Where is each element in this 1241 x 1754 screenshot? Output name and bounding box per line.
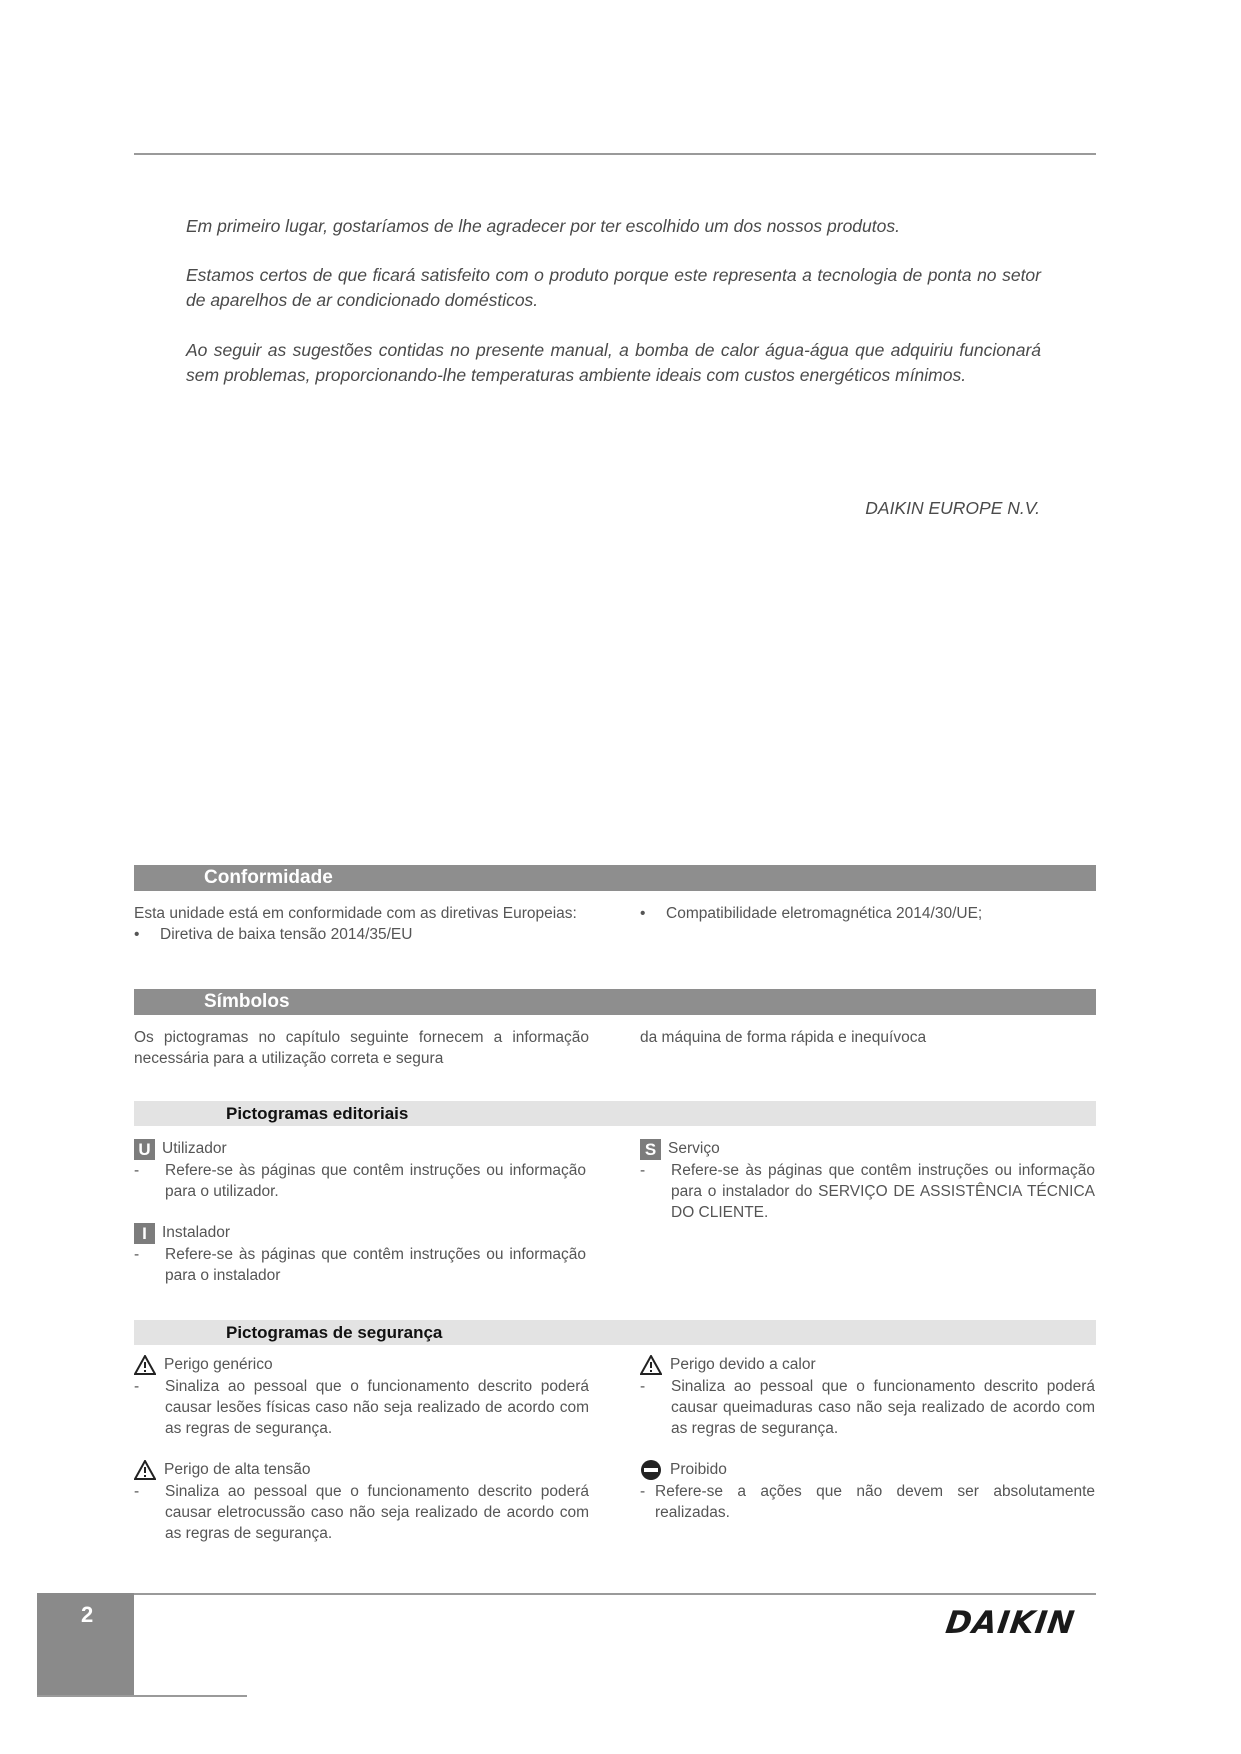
daikin-logo: DAIKIN bbox=[943, 1605, 1078, 1641]
pictogram-description: Sinaliza ao pessoal que o funcionamento descrito poderá causar eletrocussão caso não seja realizado de acordo com as regras de segurança. bbox=[165, 1483, 589, 1542]
section-title: Símbolos bbox=[204, 991, 290, 1012]
subsection-title: Pictogramas de segurança bbox=[226, 1323, 443, 1342]
pictogram-description: Refere-se às páginas que contêm instruções ou informação para o utilizador. bbox=[165, 1162, 586, 1200]
pictogram-label: Perigo genérico bbox=[164, 1356, 273, 1373]
conformidade-left bbox=[134, 903, 589, 945]
pictogram-label: Utilizador bbox=[162, 1140, 227, 1157]
pictogram-perigo-generico: Perigo genérico - Sinaliza ao pessoal que o funcionamento descrito poderá causar lesões físicas caso não seja realizado de acordo com as regras de segurança. bbox=[134, 1356, 589, 1437]
conformidade-right bbox=[640, 903, 1095, 924]
section-header-simbolos bbox=[134, 989, 1096, 1015]
simbolos-text-left: Os pictogramas no capítulo seguinte fornecem a informação necessária para a utilização correta e segura bbox=[134, 1029, 589, 1067]
warning-triangle-icon bbox=[134, 1355, 156, 1375]
top-divider bbox=[134, 153, 1096, 155]
signature: DAIKIN EUROPE N.V. bbox=[865, 498, 1040, 518]
warning-triangle-icon bbox=[640, 1355, 662, 1375]
pictogram-description: Refere-se às páginas que contêm instruções ou informação para o instalador bbox=[165, 1246, 586, 1284]
bullet-text: Diretiva de baixa tensão 2014/35/EU bbox=[160, 926, 413, 943]
section-header-conformidade bbox=[134, 865, 1096, 891]
installer-badge-icon: I bbox=[134, 1223, 155, 1244]
conformidade-text: Esta unidade está em conformidade com as diretivas Europeias: bbox=[134, 905, 577, 922]
simbolos-text-right: da máquina de forma rápida e inequívoca bbox=[640, 1029, 927, 1046]
page-number: 2 bbox=[81, 1602, 94, 1627]
intro-paragraph-2: Estamos certos de que ficará satisfeito com o produto porque este representa a tecnologia de ponta no setor de aparelhos de ar condicionado domésticos. bbox=[186, 265, 1041, 310]
bullet-icon: • bbox=[640, 905, 646, 922]
subsection-header-seguranca bbox=[134, 1320, 1096, 1345]
pictogram-label: Instalador bbox=[162, 1224, 231, 1241]
user-badge-icon: U bbox=[134, 1139, 155, 1160]
pictogram-servico: S Serviço - Refere-se às páginas que contêm instruções ou informação para o instalador do SERVIÇO DE ASSISTÊNCIA TÉCNICA DO CLIENTE. bbox=[640, 1139, 1095, 1221]
intro-paragraph-3: Ao seguir as sugestões contidas no presente manual, a bomba de calor água-água que adquiriu funcionará sem problemas, proporcionando-lhe temperaturas ambiente ideais com custos energéticos mínimos. bbox=[186, 340, 1041, 385]
pictogram-perigo-calor: Perigo devido a calor - Sinaliza ao pessoal que o funcionamento descrito poderá causar queimaduras caso não seja realizado de acordo com as regras de segurança. bbox=[640, 1356, 1095, 1437]
pictogram-label: Perigo de alta tensão bbox=[164, 1461, 311, 1478]
pictogram-description: Refere-se às páginas que contêm instruções ou informação para o instalador do SERVIÇO DE ASSISTÊNCIA TÉCNICA DO CLIENTE. bbox=[671, 1162, 1095, 1221]
pictogram-proibido: Proibido - Refere-se a ações que não devem ser absolutamente realizadas. bbox=[640, 1461, 1095, 1521]
subsection-title: Pictogramas editoriais bbox=[226, 1104, 409, 1123]
footer-divider bbox=[37, 1695, 247, 1697]
pictogram-label: Proibido bbox=[670, 1461, 727, 1478]
pictogram-description: Refere-se a ações que não devem ser absolutamente realizadas. bbox=[655, 1483, 1095, 1521]
pictogram-utilizador: U Utilizador - Refere-se às páginas que contêm instruções ou informação para o utilizador. bbox=[134, 1139, 586, 1200]
pictogram-perigo-alta-tensao: Perigo de alta tensão - Sinaliza ao pessoal que o funcionamento descrito poderá causar eletrocussão caso não seja realizado de acordo com as regras de segurança. bbox=[134, 1461, 589, 1542]
subsection-header-editoriais bbox=[134, 1101, 1096, 1126]
prohibited-icon bbox=[640, 1459, 662, 1481]
bullet-text: Compatibilidade eletromagnética 2014/30/UE; bbox=[666, 905, 983, 922]
list-item bbox=[640, 903, 1095, 924]
pictogram-description: Sinaliza ao pessoal que o funcionamento descrito poderá causar lesões físicas caso não seja realizado de acordo com as regras de segurança. bbox=[165, 1378, 589, 1437]
pictogram-description: Sinaliza ao pessoal que o funcionamento descrito poderá causar queimaduras caso não seja realizado de acordo com as regras de segurança. bbox=[671, 1378, 1095, 1437]
pictogram-label: Perigo devido a calor bbox=[670, 1356, 816, 1373]
section-title: Conformidade bbox=[204, 867, 333, 888]
bullet-icon: • bbox=[134, 926, 140, 943]
service-badge-icon: S bbox=[640, 1139, 661, 1160]
pictogram-label: Serviço bbox=[668, 1140, 720, 1157]
list-item bbox=[134, 924, 589, 945]
page-number-box bbox=[37, 1593, 134, 1696]
pictogram-instalador: I Instalador - Refere-se às páginas que contêm instruções ou informação para o instalador bbox=[134, 1223, 586, 1284]
warning-triangle-icon bbox=[134, 1460, 156, 1480]
bottom-divider bbox=[134, 1593, 1096, 1595]
intro-paragraph-1: Em primeiro lugar, gostaríamos de lhe agradecer por ter escolhido um dos nossos produtos. bbox=[186, 216, 900, 236]
